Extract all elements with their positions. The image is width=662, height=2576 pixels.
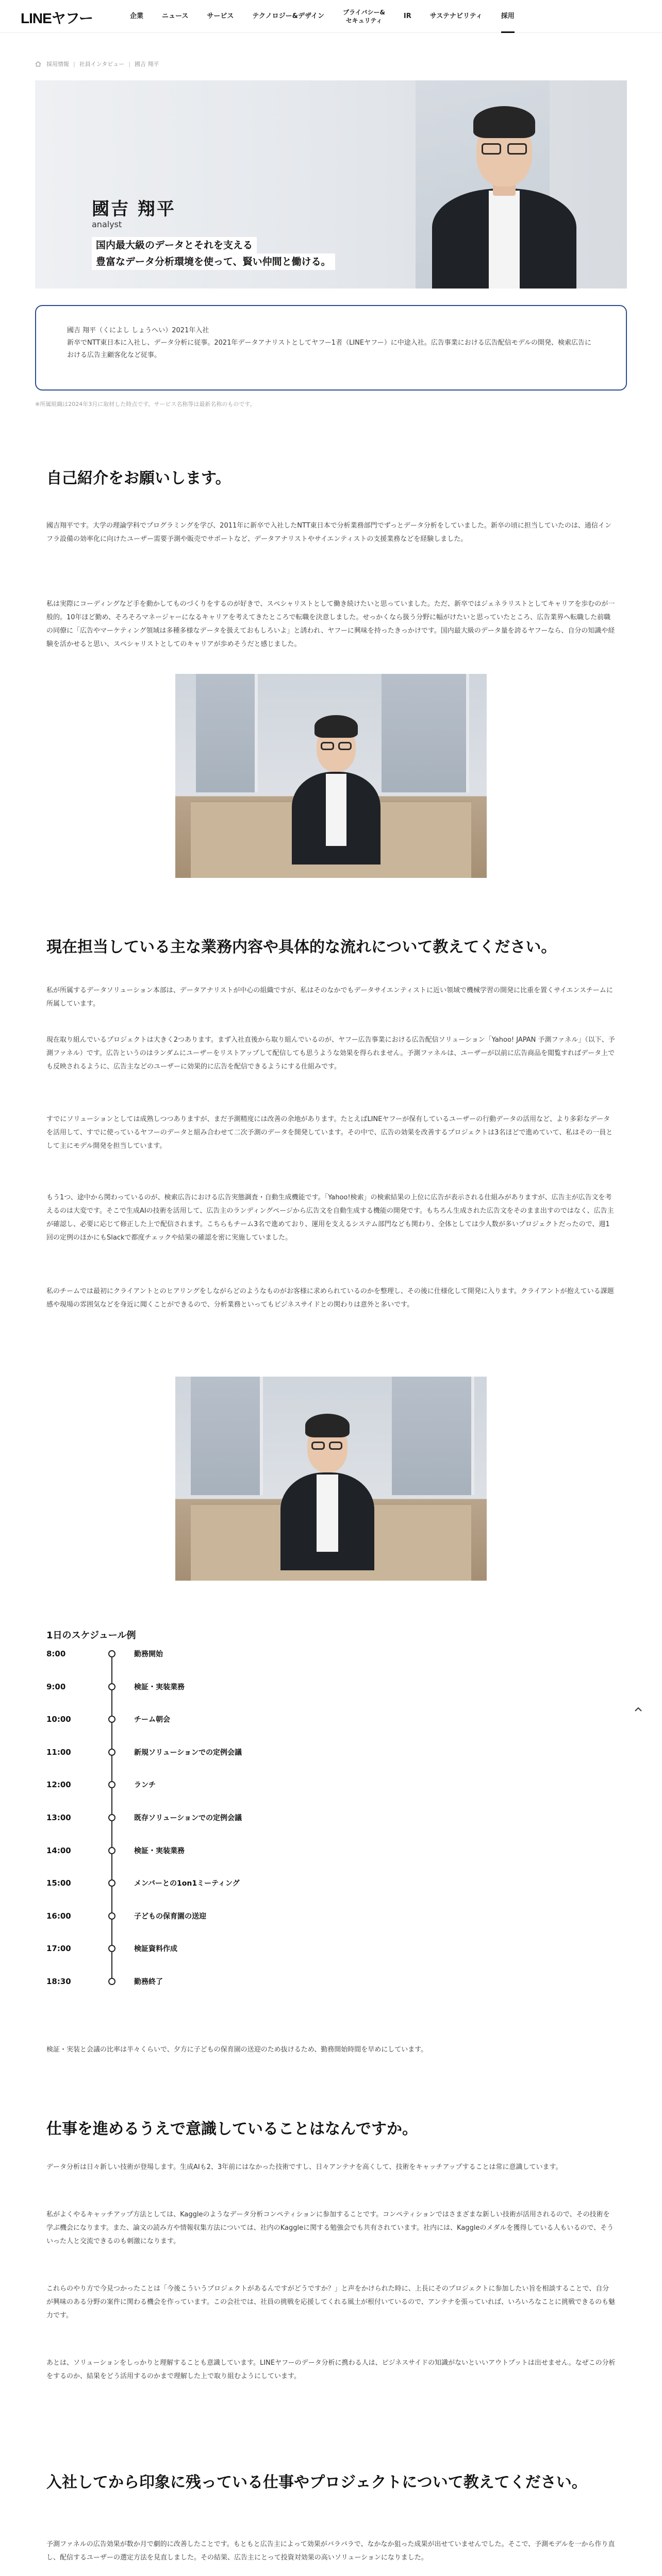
section-paragraph: 現在取り組んでいるプロジェクトは大きく2つあります。まず入社直後から取り組んでいるのが、ヤフー広告事業における広告配信ソリューション「Yahoo! JAPAN 予測ファネル」（以下、予測ファネル）です。広告というのはランダムにユーザーをリストアップして配信しても思うような効果を得られません。予測ファネルは、ユーザーが以前に広告商品を閲覧すればデータ上でも反映されるように、広告主などのユーザーに効果的に広告を配信できるようにする仕組みです。 <box>46 1036 615 1071</box>
affiliation-note: ※所属組織は2024年3月に取材した時点です。サービス名称等は最新名称のものです。 <box>35 401 256 408</box>
timeline-dot <box>108 1650 115 1657</box>
scroll-up-icon[interactable] <box>632 1703 644 1716</box>
timeline-dot <box>108 1683 115 1690</box>
nav-item-recruit[interactable]: 採用 <box>501 0 515 33</box>
timeline-dot <box>108 1814 115 1821</box>
schedule-time: 12:00 <box>46 1780 71 1790</box>
global-nav <box>130 0 533 33</box>
section-paragraph: 私がよくやるキャッチアップ方法としては、Kaggleのようなデータ分析コンペティションに参加することです。コンペティションではさまざまな新しい技術が活用されるので、その技術を学ぶ機会になります。また、論文の読み方や情報収集方法については、社内のKaggleに関する勉強会でも共有されています。社内には、Kaggleのメダルを獲得している人もいるので、そういった人と交流できるのも刺激になります。 <box>46 2211 614 2245</box>
interviewee-role: analyst <box>92 219 122 229</box>
breadcrumb-separator: | <box>128 60 130 67</box>
schedule-activity: メンバーとの1on1ミーティング <box>134 1879 240 1888</box>
timeline-dot <box>108 1945 115 1952</box>
interviewee-name: 國吉 翔平 <box>92 199 176 219</box>
hero-catch-line-1: 国内最大級のデータとそれを支える <box>92 237 257 253</box>
section-paragraph: あとは、ソリューションをしっかりと理解することも意識しています。LINEヤフーのデータ分析に携わる人は、ビジネスサイドの知識がないといいアウトプットは出せません。なぜこの分析をするのか、結果をどう活用するのかまで理解した上で取り組むようにしています。 <box>46 2359 616 2380</box>
section-paragraph: 國吉翔平です。大学の理論学科でプログラミングを学び、2011年に新卒で入社したNTT東日本で分析業務部門でずっとデータ分析をしていました。新卒の頃に担当していたのは、通信インフラ設備の効率化に向けたユーザー需要予測や販売でサポートなど、データアナリストやサイエンティストの支援業務などを経験しました。 <box>46 522 611 543</box>
schedule-activity: 検証資料作成 <box>134 1945 177 1954</box>
section-paragraph: データ分析は日々新しい技術が登場します。生成AIも2、3年前にはなかった技術ですし、日々アンテナを高くして、技術をキャッチアップすることは常に意識しています。 <box>46 2163 562 2171</box>
timeline-dot <box>108 1912 115 1920</box>
schedule-activity: 新規ソリューションでの定例会議 <box>134 1748 242 1757</box>
interview-photo <box>175 674 487 878</box>
schedule-item <box>46 1778 156 1791</box>
timeline-dot <box>108 1749 115 1756</box>
nav-item-service[interactable]: サービス <box>207 12 234 20</box>
breadcrumb <box>35 60 159 68</box>
breadcrumb-item-interview[interactable]: 社員インタビュー <box>79 61 125 67</box>
schedule-activity: チーム朝会 <box>134 1716 170 1724</box>
section-paragraph: すでにソリューションとしては成熟しつつありますが、まだ予測精度には改善の余地があります。たとえばLINEヤフーが保有しているユーザーの行動データの活用など、より多彩なデータを活用して、すでに使っているヤフーのデータと組み合わせて二次予測のデータを開発しています。その中で、広告の効果を改善するプロジェクトは3名ほどで進めていて、私はその一員として主にモデル開発を担当しています。 <box>46 1115 613 1150</box>
nav-item-technology[interactable]: テクノロジー&デザイン <box>252 12 325 20</box>
section-paragraph: 私のチームでは最初にクライアントとのヒアリングをしながらどのようなものがお客様に求められているのかを整理し、その後に仕様化して開発に入ります。クライアントが抱えている課題感や現場の雰囲気などを身近に聞くことができるので、分析業務といってもビジネスサイドとの関わりは意外と多いです。 <box>46 1287 614 1309</box>
nav-item-ir[interactable]: IR <box>403 12 411 20</box>
section-paragraph: もう1つ、途中から関わっているのが、検索広告における広告実態調査・自動生成機能です。「Yahoo!検索」の検索結果の上位に広告が表示される仕組みがありますが、広告主が広告文を考えるのは大変です。そこで生成AIの技術を活用して、広告主のランディングページから広告文を自動生成する機能の開発です。もちろん生成された広告文をそのまま出すのではなく、広告主が確認し、必要に応じて修正した上で配信されます。こちらもチーム3名で進めており、運用を支えるシステム部門なども関わり、全体としては少人数が多いプロジェクトだったので、週1回の定例のほかにもSlackで都度チェックや結果の確認を密に実施していました。 <box>46 1194 614 1242</box>
schedule-time: 11:00 <box>46 1747 71 1757</box>
schedule-item <box>46 1877 240 1889</box>
profile-box <box>35 305 627 391</box>
home-icon[interactable] <box>35 61 41 67</box>
schedule-time: 17:00 <box>46 1944 71 1954</box>
timeline-dot <box>108 1847 115 1854</box>
schedule-item <box>46 1942 177 1955</box>
section-heading-intro: 自己紹介をお願いします。 <box>46 469 231 487</box>
site-logo[interactable]: LINEヤフー <box>21 10 93 26</box>
hero-catchphrase <box>92 237 335 270</box>
timeline-dot <box>108 1781 115 1788</box>
profile-text: 國吉 翔平（くによし しょうへい）2021年入社 新卒でNTT東日本に入社し、データ分析に従事。2021年データアナリストとしてヤフー1者（LINEヤフー）に中途入社。広告事業における広告配信モデルの開発、検索広告における広告主顧客化など従事。 <box>67 327 592 359</box>
schedule-time: 13:00 <box>46 1813 71 1822</box>
breadcrumb-item-current: 國吉 翔平 <box>135 61 159 67</box>
schedule-time: 14:00 <box>46 1845 71 1855</box>
timeline-dot <box>108 1978 115 1985</box>
schedule-time: 9:00 <box>46 1682 66 1691</box>
schedule-title: 1日のスケジュール例 <box>46 1630 136 1641</box>
interview-photo <box>175 1377 487 1581</box>
schedule-item <box>46 1975 163 1988</box>
schedule-activity: 既存ソリューションでの定例会議 <box>134 1814 242 1822</box>
schedule-item <box>46 1713 170 1725</box>
schedule-item <box>46 1681 185 1693</box>
schedule-item <box>46 1844 185 1857</box>
timeline-dot <box>108 1879 115 1887</box>
section-paragraph: 予測ファネルの広告効果が数か月で劇的に改善したことです。もともと広告主によって効果がバラバラで、なかなか狙った成果が出せていませんでした。そこで、予測モデルを一から作り直し、配信するユーザーの選定方法を見直しました。その結果、広告主にとって投資対効果の高いソリューションになりました。 <box>46 2540 615 2562</box>
schedule-item <box>46 1746 242 1758</box>
site-header <box>0 0 662 33</box>
schedule-item <box>46 1648 163 1660</box>
hero-banner <box>35 80 627 289</box>
schedule-time: 10:00 <box>46 1715 71 1724</box>
schedule-time: 15:00 <box>46 1878 71 1888</box>
section-heading-duties: 現在担当している主な業務内容や具体的な流れについて教えてください。 <box>46 938 557 956</box>
nav-item-company[interactable]: 企業 <box>130 12 144 20</box>
schedule-time: 18:30 <box>46 1977 71 1986</box>
section-paragraph: 私が所属するデータソリューション本部は、データアナリストが中心の組織ですが、私はそのなかでもデータサイエンティストに近い領域で機械学習の開発に比重を置くサイエンスチームに所属しています。 <box>46 987 613 1008</box>
schedule-activity: 勤務終了 <box>134 1978 163 1986</box>
breadcrumb-separator: | <box>73 60 75 67</box>
schedule-time: 16:00 <box>46 1911 71 1921</box>
schedule-item <box>46 1910 206 1922</box>
schedule-note: 検証・実装と会議の比率は半々くらいで、夕方に子どもの保育園の送迎のため抜けるため、勤務開始時間を早めにしています。 <box>46 2046 428 2054</box>
breadcrumb-item-recruit[interactable]: 採用情報 <box>46 61 69 67</box>
section-heading-memorable: 入社してから印象に残っている仕事やプロジェクトについて教えてください。 <box>46 2473 587 2492</box>
schedule-time: 8:00 <box>46 1649 66 1658</box>
schedule-activity: 検証・実装業務 <box>134 1846 185 1855</box>
schedule-item <box>46 1811 242 1824</box>
nav-item-sustainability[interactable]: サステナビリティ <box>429 12 483 20</box>
section-paragraph: 私は実際にコーディングなど手を動かしてものづくりをするのが好きで、スペシャリストとして働き続けたいと思っていました。ただ、新卒ではジェネラリストとしてキャリアを歩むのが一般的。10年ほど勤め、そろそろマネージャーになるキャリアを考えてきたところで転職を決意しました。せっかくなら扱う分野に幅がけたいと思っていたところ、広告業界へ転職した前職の同僚に「広告やマーケティング領域は多種多様なデータを扱えておもしろいよ」と誘われ、ヤフーに興味を持ったきっかけです。国内最大級のデータ量を誇るヤフーなら、自分の知識や経験を活かせると思い、スペシャリストとしてのキャリアが歩めそうだと感じました。 <box>46 600 615 648</box>
section-heading-mindset: 仕事を進めるうえで意識していることはなんですか。 <box>46 2120 418 2138</box>
timeline-dot <box>108 1716 115 1723</box>
schedule-activity: 検証・実装業務 <box>134 1683 185 1691</box>
hero-catch-line-2: 豊富なデータ分析環境を使って、賢い仲間と働ける。 <box>92 253 335 270</box>
schedule-activity: ランチ <box>134 1781 156 1790</box>
schedule-activity: 勤務開始 <box>134 1650 163 1658</box>
hero-portrait <box>427 96 582 289</box>
nav-item-news[interactable]: ニュース <box>162 12 189 20</box>
section-paragraph: これらのやり方で今見つかったことは「今後こういうプロジェクトがあるんですがどうですか？」と声をかけられた時に、上長にそのプロジェクトに参加したい旨を相談することで、自分が興味のある分野の案件に関わる機会を作っています。この会社では、社員の挑戦を応援してくれる風土が根付いているので、アンテナを張っていれば、いろいろなことに挑戦できるのも魅力です。 <box>46 2285 616 2319</box>
nav-item-privacy[interactable]: プライバシー& セキュリティ <box>343 9 385 24</box>
schedule-activity: 子どもの保育園の送迎 <box>134 1912 206 1921</box>
